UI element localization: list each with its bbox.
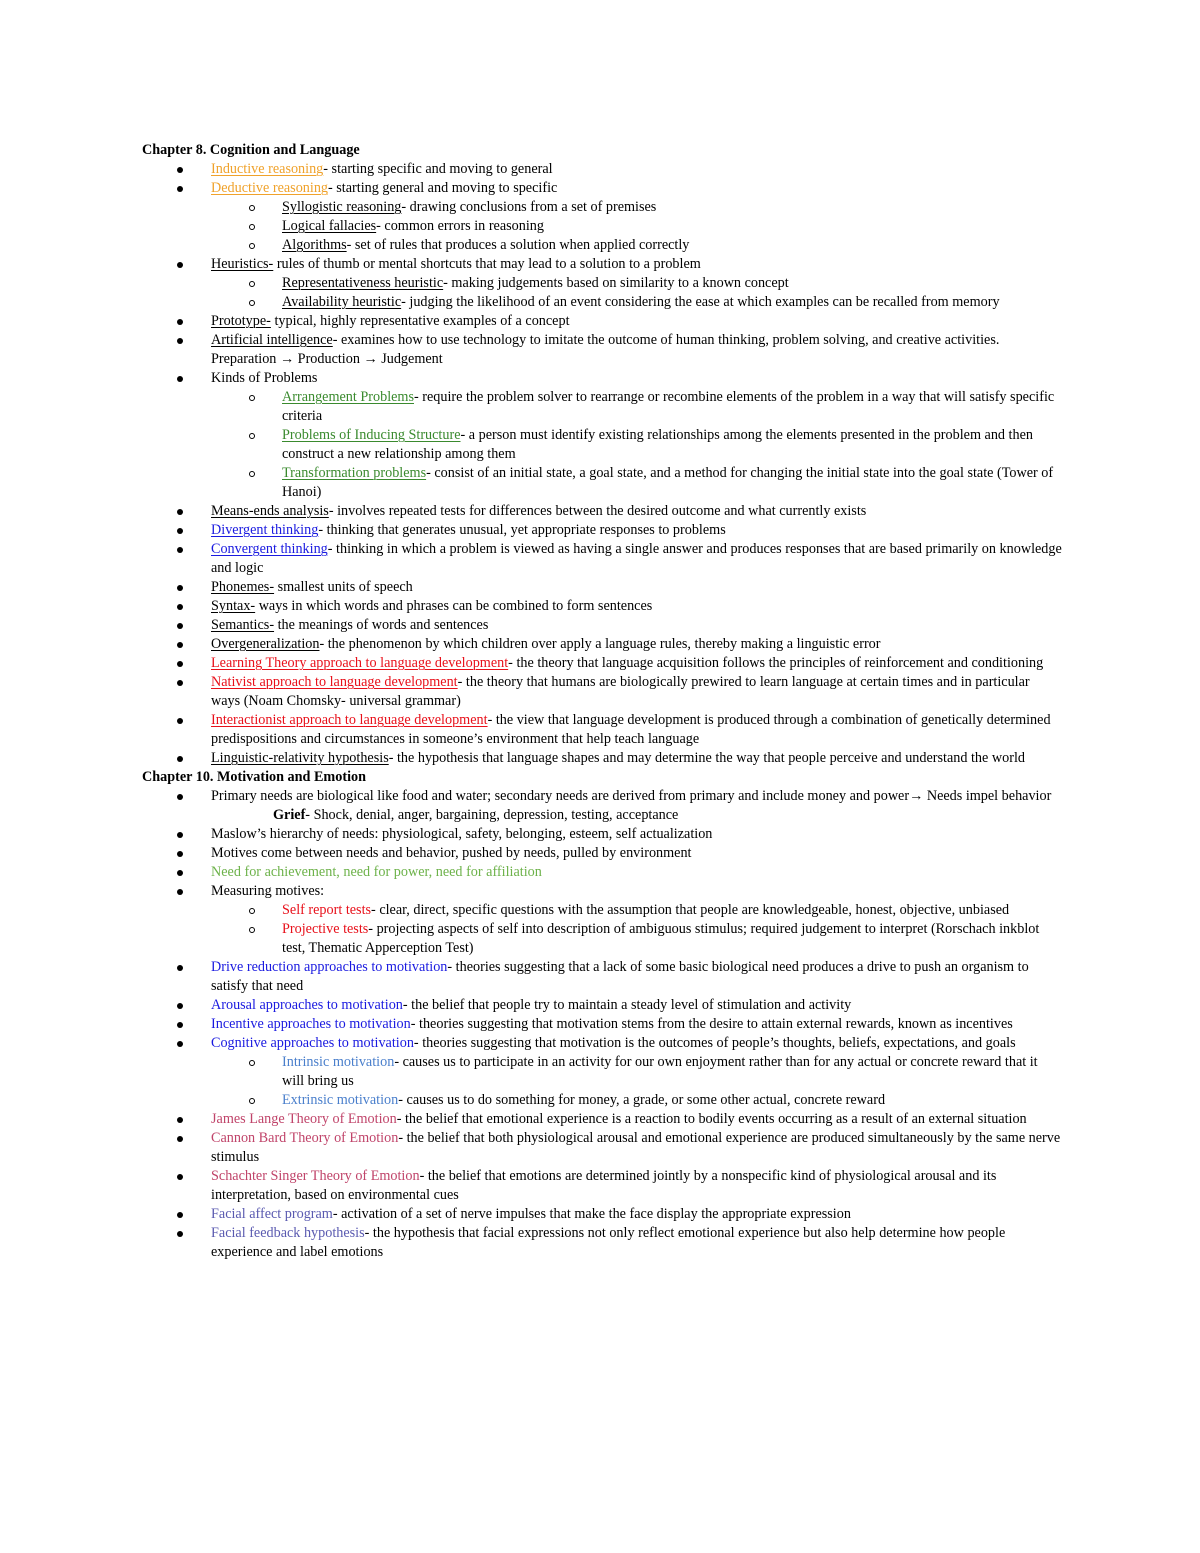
- list-item: [142, 863, 1062, 882]
- term: Syntax-: [211, 598, 256, 614]
- definition: - activation of a set of nerve impulses that make the face display the appropriate expression: [332, 1206, 851, 1222]
- term: Convergent thinking: [211, 541, 328, 557]
- definition: typical, highly representative examples of a concept: [270, 313, 570, 329]
- list-item: [142, 825, 1062, 844]
- definition: Maslow’s hierarchy of needs: physiological, safety, belonging, esteem, self actualization: [211, 826, 713, 842]
- term: Facial feedback hypothesis: [211, 1225, 365, 1241]
- definition: - require the problem solver to rearrange or recombine elements of the problem in a way that will satisfy specific criteria: [282, 389, 1055, 424]
- list-item: [142, 521, 1062, 540]
- term: Heuristics-: [211, 256, 274, 272]
- definition: - the view that language development is produced through a combination of genetically determined predispositions and circumstances in someone’s environment that help teach language: [211, 712, 1051, 747]
- term: Linguistic-relativity hypothesis: [211, 750, 389, 766]
- definition: - starting specific and moving to general: [323, 161, 553, 177]
- definition: - involves repeated tests for differences between the desired outcome and what currently exists: [328, 503, 867, 519]
- definition: - causes us to participate in an activity for our own enjoyment rather than for any actual or concrete reward that it will bring us: [282, 1054, 1038, 1089]
- definition: - thinking in which a problem is viewed as having a single answer and produces responses that are based primarily on knowledge and logic: [211, 541, 1062, 576]
- definition: - the phenomenon by which children over apply a language rules, thereby making a linguistic error: [319, 636, 881, 652]
- list-item: [142, 1110, 1062, 1129]
- list-item: [142, 711, 1062, 749]
- definition: - thinking that generates unusual, yet appropriate responses to problems: [318, 522, 726, 538]
- list-item: [142, 236, 1062, 255]
- definition: - examines how to use technology to imitate the outcome of human thinking, problem solving, and creative activities. Preparation → Production → Judgement: [211, 332, 1000, 367]
- list-item: [142, 369, 1062, 388]
- definition: - a person must identify existing relationships among the elements presented in the problem and then construct a new relationship among them: [282, 427, 1033, 462]
- term: Facial affect program: [211, 1206, 333, 1222]
- list-item: [142, 920, 1062, 958]
- list-item: [142, 255, 1062, 274]
- grief-note: [273, 806, 678, 825]
- term: Algorithms: [282, 237, 347, 253]
- chapter8-heading: Chapter 8. Cognition and Language: [142, 142, 360, 158]
- list-item: [142, 996, 1062, 1015]
- list-item: [142, 882, 1062, 901]
- definition: - consist of an initial state, a goal state, and a method for changing the initial state into the goal state (Tower of Hanoi): [282, 465, 1054, 500]
- list-item: [142, 293, 1062, 312]
- list-item: [142, 1205, 1062, 1224]
- list-item: [142, 958, 1062, 996]
- list-item: [142, 844, 1062, 863]
- definition: ways in which words and phrases can be combined to form sentences: [255, 598, 653, 614]
- term: Nativist approach to language development: [211, 674, 458, 690]
- term: Means-ends analysis: [211, 503, 329, 519]
- term: Divergent thinking: [211, 522, 319, 538]
- list-item: [142, 179, 1062, 198]
- definition: Measuring motives:: [211, 883, 325, 899]
- definition: - making judgements based on similarity to a known concept: [443, 275, 789, 291]
- list-item: [142, 597, 1062, 616]
- list-item: [142, 635, 1062, 654]
- term: Intrinsic motivation: [282, 1054, 395, 1070]
- definition: Motives come between needs and behavior, pushed by needs, pulled by environment: [211, 845, 692, 861]
- term: Drive reduction approaches to motivation: [211, 959, 448, 975]
- term: Transformation problems: [282, 465, 427, 481]
- grief-text: - Shock, denial, anger, bargaining, depression, testing, acceptance: [305, 807, 679, 823]
- definition: Need for achievement, need for power, need for affiliation: [211, 864, 542, 880]
- term: Interactionist approach to language development: [211, 712, 488, 728]
- term: James Lange Theory of Emotion: [211, 1111, 397, 1127]
- list-item: [142, 198, 1062, 217]
- definition: - the theory that language acquisition follows the principles of reinforcement and conditioning: [508, 655, 1044, 671]
- term: Availability heuristic: [282, 294, 402, 310]
- term: Extrinsic motivation: [282, 1092, 399, 1108]
- list-item: [142, 274, 1062, 293]
- list-item: [142, 1053, 1062, 1091]
- list-item: [142, 388, 1062, 426]
- list-item: [142, 578, 1062, 597]
- list-item: [142, 673, 1062, 711]
- list-item: [142, 901, 1062, 920]
- definition: smallest units of speech: [274, 579, 413, 595]
- term: Prototype-: [211, 313, 271, 329]
- chapter10-list: [142, 787, 1062, 1262]
- definition: Kinds of Problems: [211, 370, 318, 386]
- definition: - theories suggesting that motivation is the outcomes of people’s thoughts, beliefs, expectations, and goals: [413, 1035, 1016, 1051]
- definition: - judging the likelihood of an event considering the ease at which examples can be recalled from memory: [401, 294, 1000, 310]
- definition: - set of rules that produces a solution when applied correctly: [346, 237, 690, 253]
- definition: - common errors in reasoning: [376, 218, 544, 234]
- definition: - drawing conclusions from a set of premises: [401, 199, 657, 215]
- list-item: [142, 1167, 1062, 1205]
- definition: - the theory that humans are biologically prewired to learn language at certain times and in particular ways (Noam Chomsky- universal grammar): [211, 674, 1030, 709]
- term: Self report tests: [282, 902, 372, 918]
- list-item: [142, 749, 1062, 768]
- definition: - the hypothesis that facial expressions not only reflect emotional experience but also help determine how people experience and label emotions: [211, 1225, 1006, 1260]
- term: Inductive reasoning: [211, 161, 324, 177]
- definition: - theories suggesting that a lack of some basic biological need produces a drive to push an organism to satisfy that need: [211, 959, 1029, 994]
- definition: - the hypothesis that language shapes and may determine the way that people perceive and understand the world: [388, 750, 1025, 766]
- definition: - the belief that people try to maintain a steady level of stimulation and activity: [402, 997, 852, 1013]
- definition: - clear, direct, specific questions with the assumption that people are knowledgeable, honest, objective, unbiased: [371, 902, 1010, 918]
- term: Representativeness heuristic: [282, 275, 444, 291]
- list-item: [142, 1034, 1062, 1053]
- list-item: [142, 540, 1062, 578]
- term: Learning Theory approach to language development: [211, 655, 509, 671]
- term: Schachter Singer Theory of Emotion: [211, 1168, 420, 1184]
- term: Logical fallacies: [282, 218, 377, 234]
- chapter8-list: [142, 160, 1062, 768]
- list-item: [142, 160, 1062, 179]
- term: Projective tests: [282, 921, 369, 937]
- list-item: [142, 1224, 1062, 1262]
- list-item: [142, 1091, 1062, 1110]
- document-page: [142, 141, 1062, 1262]
- list-item-primary-needs: [142, 787, 1062, 825]
- list-item: [142, 464, 1062, 502]
- grief-label: Grief: [273, 807, 306, 823]
- term: Incentive approaches to motivation: [211, 1016, 411, 1032]
- term: Overgeneralization: [211, 636, 320, 652]
- definition: rules of thumb or mental shortcuts that may lead to a solution to a problem: [273, 256, 701, 272]
- term: Cannon Bard Theory of Emotion: [211, 1130, 399, 1146]
- list-item: [142, 331, 1062, 369]
- term: Artificial intelligence: [211, 332, 333, 348]
- definition: - projecting aspects of self into description of ambiguous stimulus; required judgement to interpret (Rorschach inkblot test, Thematic Apperception Test): [282, 921, 1040, 956]
- list-item: [142, 616, 1062, 635]
- definition: - the belief that both physiological arousal and emotional experience are produced simultaneously by the same nerve stimulus: [211, 1130, 1061, 1165]
- list-item: [142, 312, 1062, 331]
- definition: - starting general and moving to specific: [328, 180, 558, 196]
- list-item: [142, 1129, 1062, 1167]
- list-item: [142, 1015, 1062, 1034]
- list-item: [142, 426, 1062, 464]
- chapter10-heading: Chapter 10. Motivation and Emotion: [142, 769, 366, 785]
- term: Semantics-: [211, 617, 275, 633]
- term: Phonemes-: [211, 579, 275, 595]
- term: Problems of Inducing Structure: [282, 427, 461, 443]
- definition: - theories suggesting that motivation stems from the desire to attain external rewards, known as incentives: [410, 1016, 1013, 1032]
- definition: - the belief that emotions are determined jointly by a nonspecific kind of physiological arousal and its interpretation, based on environmental cues: [211, 1168, 997, 1203]
- list-item: [142, 217, 1062, 236]
- definition: - causes us to do something for money, a grade, or some other actual, concrete reward: [398, 1092, 886, 1108]
- term: Arrangement Problems: [282, 389, 414, 405]
- definition: - the belief that emotional experience is a reaction to bodily events occurring as a result of an external situation: [396, 1111, 1027, 1127]
- term: Syllogistic reasoning: [282, 199, 402, 215]
- list-item: [142, 502, 1062, 521]
- term: Arousal approaches to motivation: [211, 997, 403, 1013]
- definition: the meanings of words and sentences: [274, 617, 489, 633]
- list-item: [142, 654, 1062, 673]
- term: Cognitive approaches to motivation: [211, 1035, 414, 1051]
- term: Deductive reasoning: [211, 180, 329, 196]
- primary-needs-text: Primary needs are biological like food and water; secondary needs are derived from primary and include money and power→ Needs impel behavior: [211, 788, 1052, 804]
